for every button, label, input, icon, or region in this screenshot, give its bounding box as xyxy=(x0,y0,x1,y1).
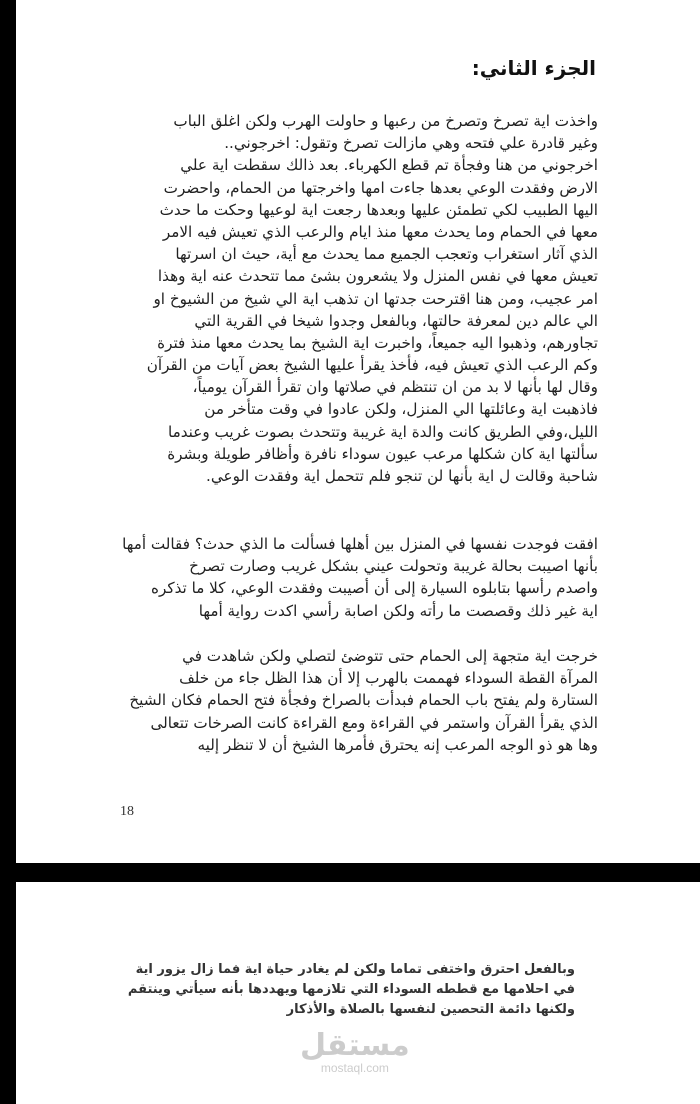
text-line: تجاورهم، وذهبوا اليه جميعاً، واخبرت اية الشيخ بما يحدث معها منذ فترة xyxy=(157,333,598,352)
watermark-logo: مستقل xyxy=(300,1028,410,1063)
text-line: الذي يقرأ القرآن واستمر في القراءة ومع القراءة كانت الصرخات تتعالى xyxy=(150,713,598,732)
text-line: تعيش معها في نفس المنزل ولا يشعرون بشئ مما تتحدث عنه اية وهذا xyxy=(157,267,598,286)
document-page-18 xyxy=(16,0,700,863)
text-line: الستارة ولم يفتح باب الحمام فبدأت بالصراخ وفجأة فتح الحمام فكان الشيخ xyxy=(129,691,598,710)
text-line: ولكنها دائمة التحصين لنفسها بالصلاة والأذكار xyxy=(286,1002,575,1017)
text-line: الي عالم دين لمعرفة حالتها، وبالفعل وجدوا شيخا في القرية التي xyxy=(194,311,598,330)
text-line: شاحبة وقالت ل اية بأنها لن تنجو فلم تتحمل اية وفقدت الوعي. xyxy=(206,467,598,485)
page-number: 18 xyxy=(120,804,134,819)
paragraph-1 xyxy=(147,110,598,487)
paragraph-4 xyxy=(128,960,575,1020)
text-line: اية غير ذلك وقصصت ما رأته ولكن اصابة رأسي اكدت رواية أمها xyxy=(198,601,598,620)
text-line: المرآة القطة السوداء فهممت بالهرب إلا أن هذا الظل جاء من خلف xyxy=(179,669,598,688)
text-line: وكم الرعب الذي تعيش فيه، فأخذ يقرأ عليها الشيخ بعض آيات من القرآن xyxy=(146,356,598,375)
text-line: وبالفعل احترق واختفى تماما ولكن لم يغادر حياة اية فما زال يزور اية xyxy=(135,962,575,977)
text-line: معها في الحمام وما يحدث معها منذ ايام والرعب الذي تعيش فيه الامر xyxy=(162,222,598,241)
text-line: افقت فوجدت نفسها في المنزل بين أهلها فسألت ما الذي حدث؟ فقالت أمها xyxy=(122,535,598,553)
text-line: الارض وفقدت الوعي بعدها جاءت امها واخرجتها من الحمام، واحضرت xyxy=(163,178,598,197)
text-line: وغير قادرة علي فتحه وهي مازالت تصرخ وتقول: اخرجوني.. xyxy=(224,134,598,153)
text-line: بأنها اصيبت بحالة غريبة وتحولت عيني بشكل غريب وصارت تصرخ xyxy=(189,557,598,576)
text-line: اليها الطبيب لكي تطمئن عليها وبعدها رجعت اية لوعيها وحكت ما حدث xyxy=(159,200,598,219)
text-line: فاذهبت اية وعائلتها الي المنزل، ولكن عادوا في وقت متأخر من xyxy=(204,400,598,419)
paragraph-3 xyxy=(129,645,598,756)
section-heading: الجزء الثاني: xyxy=(471,56,596,80)
text-line: وها هو ذو الوجه المرعب إنه يحترق فأمرها الشيخ أن لا تنظر إليه xyxy=(197,735,598,754)
text-line: امر عجيب، ومن هنا اقترحت جدتها ان تذهب اية الي شيخ من الشيوخ او xyxy=(153,289,598,308)
text-line: واصدم رأسها بتابلوه السيارة إلى أن أصيبت وفقدت الوعي، كلا ما تذكره xyxy=(151,579,598,598)
text-line: في احلامها مع قططه السوداء التي تلازمها ويهددها بأنه سيأتي وينتقم xyxy=(127,982,575,997)
text-line: الليل،وفي الطريق كانت والدة اية غريبة وتتحدث بصوت غريب وعندما xyxy=(167,422,598,441)
text-line: وقال لها بأنها لا بد من ان تنتظم في صلاتها وان تقرأ القرآن يومياً، xyxy=(192,378,598,397)
text-line: سألتها اية كان شكلها مرعب عيون سوداء نافرة وأظافر طويلة وبشرة xyxy=(167,444,598,463)
document-page-19 xyxy=(16,882,700,1104)
text-line: واخذت اية تصرخ وتصرخ من رعبها و حاولت الهرب ولكن اغلق الباب xyxy=(173,112,598,130)
text-line: الذي آثار استغراب وتعجب الجميع مما يحدث مع أية، حيث ان اسرتها xyxy=(175,245,598,264)
watermark-url: mostaql.com xyxy=(320,1061,389,1075)
watermark xyxy=(300,1030,410,1074)
paragraph-2 xyxy=(122,533,598,622)
text-line: خرجت اية متجهة إلى الحمام حتى تتوضئ لتصلي ولكن شاهدت في xyxy=(182,647,598,665)
text-line: اخرجوني من هنا وفجأة تم قطع الكهرباء. بعد ذالك سقطت اية علي xyxy=(180,156,598,175)
